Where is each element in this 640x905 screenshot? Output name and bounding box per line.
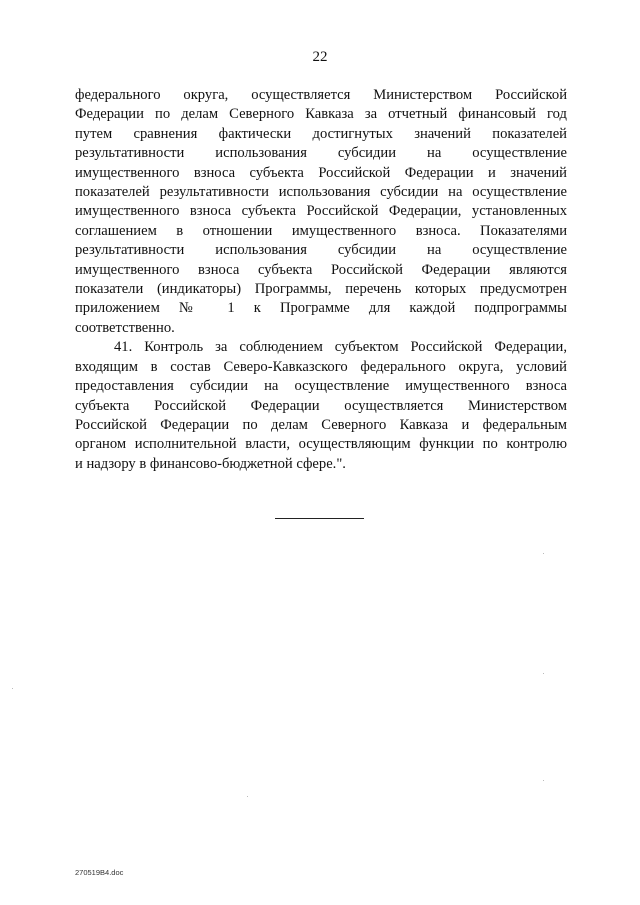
text-line: результативности использования субсидии на осуществление (75, 242, 567, 259)
text-line: 41. Контроль за соблюдением субъектом Российской Федерации, (114, 339, 567, 356)
footer-filename: 270519B4.doc (75, 868, 124, 877)
text-line: и надзору в финансово-бюджетной сфере.". (75, 455, 346, 472)
text-line: соглашением в отношении имущественного взноса. Показателями (75, 222, 567, 239)
text-line: имущественного взноса субъекта Российской Федерации являются (75, 261, 567, 278)
text-line: соответственно. (75, 319, 175, 336)
text-line: результативности использования субсидии на осуществление (75, 145, 567, 162)
text-line: Федерации по делам Северного Кавказа за отчетный финансовый год (75, 106, 567, 123)
text-line: приложением № 1 к Программе для каждой подпрограммы (75, 300, 567, 317)
text-line: показатели (индикаторы) Программы, перечень которых предусмотрен (75, 281, 567, 298)
text-line: имущественного взноса субъекта Российской Федерации и значений (75, 164, 567, 181)
scan-speck (247, 796, 248, 797)
text-line: субъекта Российской Федерации осуществляется Министерством (75, 397, 567, 414)
text-line: путем сравнения фактически достигнутых значений показателей (75, 125, 567, 142)
text-line: федерального округа, осуществляется Министерством Российской (75, 87, 567, 103)
end-separator-line (275, 518, 364, 519)
text-line: Российской Федерации по делам Северного Кавказа и федеральным (75, 416, 567, 433)
scan-speck (12, 688, 13, 689)
text-line: имущественного взноса субъекта Российской Федерации, установленных (75, 203, 567, 220)
scan-speck (543, 780, 544, 781)
scan-speck (543, 673, 544, 674)
page-number: 22 (312, 49, 328, 65)
text-line: показателей результативности использования субсидии на осуществление (75, 184, 567, 201)
text-line: входящим в состав Северо-Кавказского федерального округа, условий (75, 358, 567, 375)
paragraph-1 (75, 86, 567, 338)
scan-speck (543, 553, 544, 554)
paragraph-41 (75, 338, 567, 474)
text-line: органом исполнительной власти, осуществляющим функции по контролю (75, 436, 567, 453)
text-line: предоставления субсидии на осуществление имущественного взноса (75, 378, 567, 395)
document-body (75, 86, 567, 474)
